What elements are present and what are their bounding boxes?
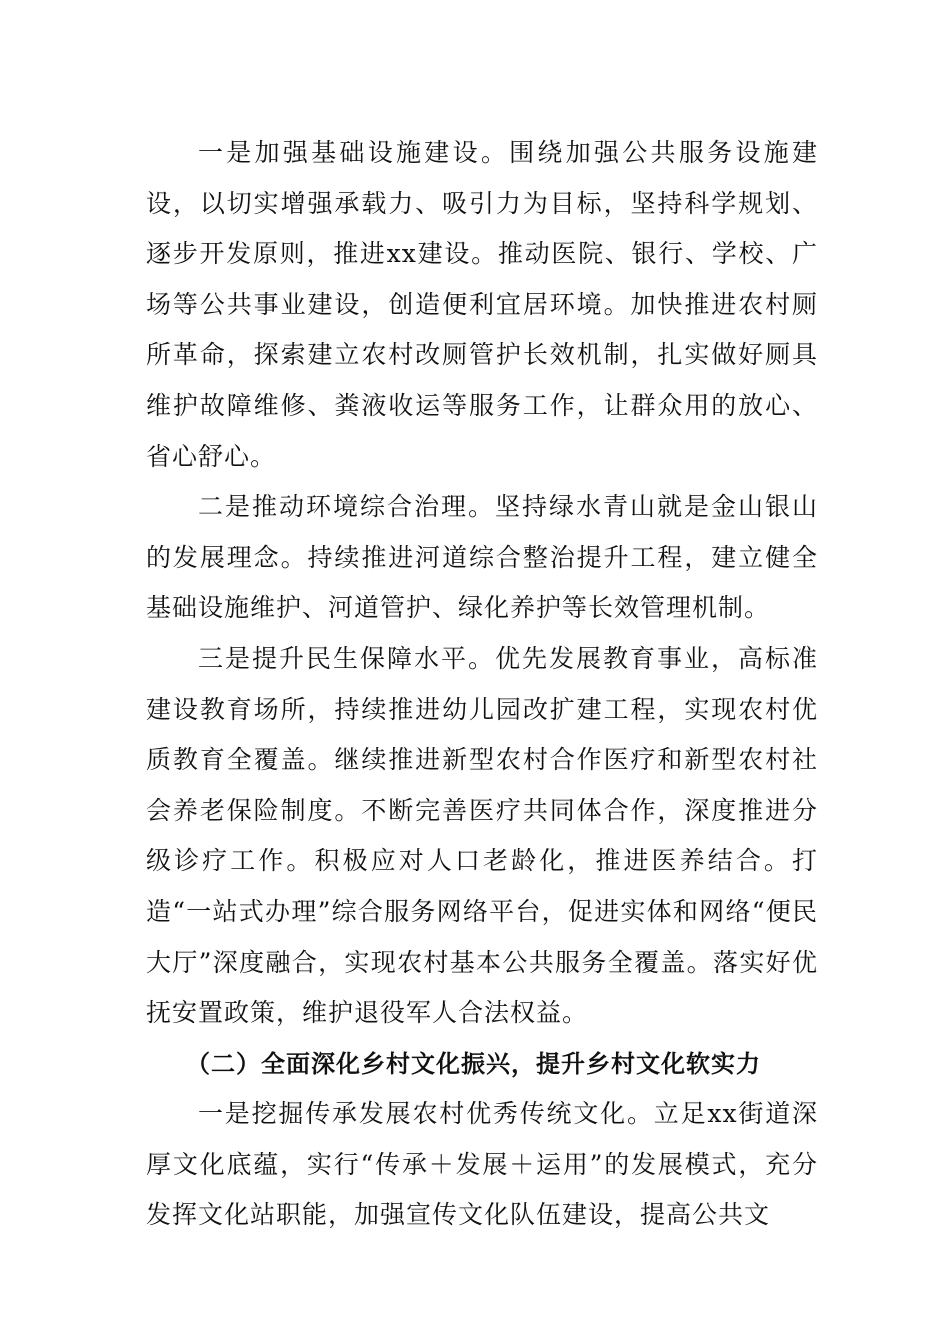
paragraph-livelihood: 三是提升民生保障水平。优先发展教育事业，高标准建设教育场所，持续推进幼儿园改扩建工程，实现农村优质教育全覆盖。继续推进新型农村合作医疗和新型农村社会养老保险制度。不断完善医疗共同体合作，深度推进分级诊疗工作。积极应对人口老龄化，推进医养结合。打造“一站式办理”综合服务网络平台，促进实体和网络“便民大厅”深度融合，实现农村基本公共服务全覆盖。落实好优抚安置政策，维护退役军人合法权益。 bbox=[146, 643, 818, 1028]
document-body bbox=[146, 128, 818, 1241]
paragraph-infrastructure: 一是加强基础设施建设。围绕加强公共服务设施建设，以切实增强承载力、吸引力为目标，坚持科学规划、逐步开发原则，推进xx建设。推动医院、银行、学校、广场等公共事业建设，创造便利宜居环境。加快推进农村厕所革命，探索建立农村改厕管护长效机制，扎实做好厕具维护故障维修、粪液收运等服务工作，让群众用的放心、省心舒心。 bbox=[146, 138, 818, 471]
paragraph-environment: 二是推动环境综合治理。坚持绿水青山就是金山银山的发展理念。持续推进河道综合整治提升工程，建立健全基础设施维护、河道管护、绿化养护等长效管理机制。 bbox=[146, 492, 818, 623]
section-heading: （二）全面深化乡村文化振兴，提升乡村文化软实力 bbox=[186, 1049, 761, 1078]
paragraph-culture: 一是挖掘传承发展农村优秀传统文化。立足xx街道深厚文化底蕴，实行“传承＋发展＋运用”的发展模式，充分发挥文化站职能，加强宣传文化队伍建设，提高公共文 bbox=[146, 1099, 818, 1230]
